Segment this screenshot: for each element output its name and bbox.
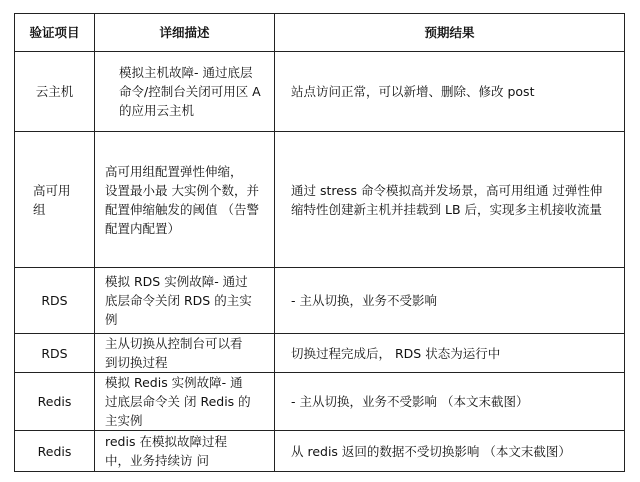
table-row bbox=[15, 52, 625, 132]
cell-item: RDS bbox=[15, 268, 95, 334]
cell-result: - 主从切换，业务不受影响 bbox=[275, 268, 625, 334]
cell-description: 主从切换从控制台可以看 到切换过程 bbox=[95, 334, 275, 373]
cell-description: redis 在模拟故障过程 中，业务持续访 问 bbox=[95, 431, 275, 472]
cell-result: 从 redis 返回的数据不受切换影响 （本文末截图） bbox=[275, 431, 625, 472]
cell-description: 模拟 Redis 实例故障- 通 过底层命令关 闭 Redis 的 主实例 bbox=[95, 373, 275, 431]
cell-item: 云主机 bbox=[15, 52, 95, 132]
cell-description: 模拟 RDS 实例故障- 通过 底层命令关闭 RDS 的主实 例 bbox=[95, 268, 275, 334]
cell-result: 站点访问正常，可以新增、删除、修改 post bbox=[275, 52, 625, 132]
table-row bbox=[15, 132, 625, 268]
table-row bbox=[15, 431, 625, 472]
table-row bbox=[15, 268, 625, 334]
cell-item: Redis bbox=[15, 373, 95, 431]
table-row bbox=[15, 334, 625, 373]
validation-table bbox=[14, 13, 625, 472]
cell-description: 模拟主机故障- 通过底层 命令/控制台关闭可用区 A 的应用云主机 bbox=[95, 52, 275, 132]
table-row bbox=[15, 373, 625, 431]
cell-item: RDS bbox=[15, 334, 95, 373]
header-item: 验证项目 bbox=[15, 14, 95, 52]
header-description: 详细描述 bbox=[95, 14, 275, 52]
cell-item: 高可用 组 bbox=[15, 132, 95, 268]
cell-description: 高可用组配置弹性伸缩， 设置最小最 大实例个数，并 配置伸缩触发的阈值 （告警 配置内配置） bbox=[95, 132, 275, 268]
header-expected-result: 预期结果 bbox=[275, 14, 625, 52]
cell-result: - 主从切换，业务不受影响 （本文末截图） bbox=[275, 373, 625, 431]
cell-result: 切换过程完成后， RDS 状态为运行中 bbox=[275, 334, 625, 373]
cell-result: 通过 stress 命令模拟高并发场景，高可用组通 过弹性伸 缩特性创建新主机并挂载到 LB 后，实现多主机接收流量 bbox=[275, 132, 625, 268]
table-header-row bbox=[15, 14, 625, 52]
cell-item: Redis bbox=[15, 431, 95, 472]
